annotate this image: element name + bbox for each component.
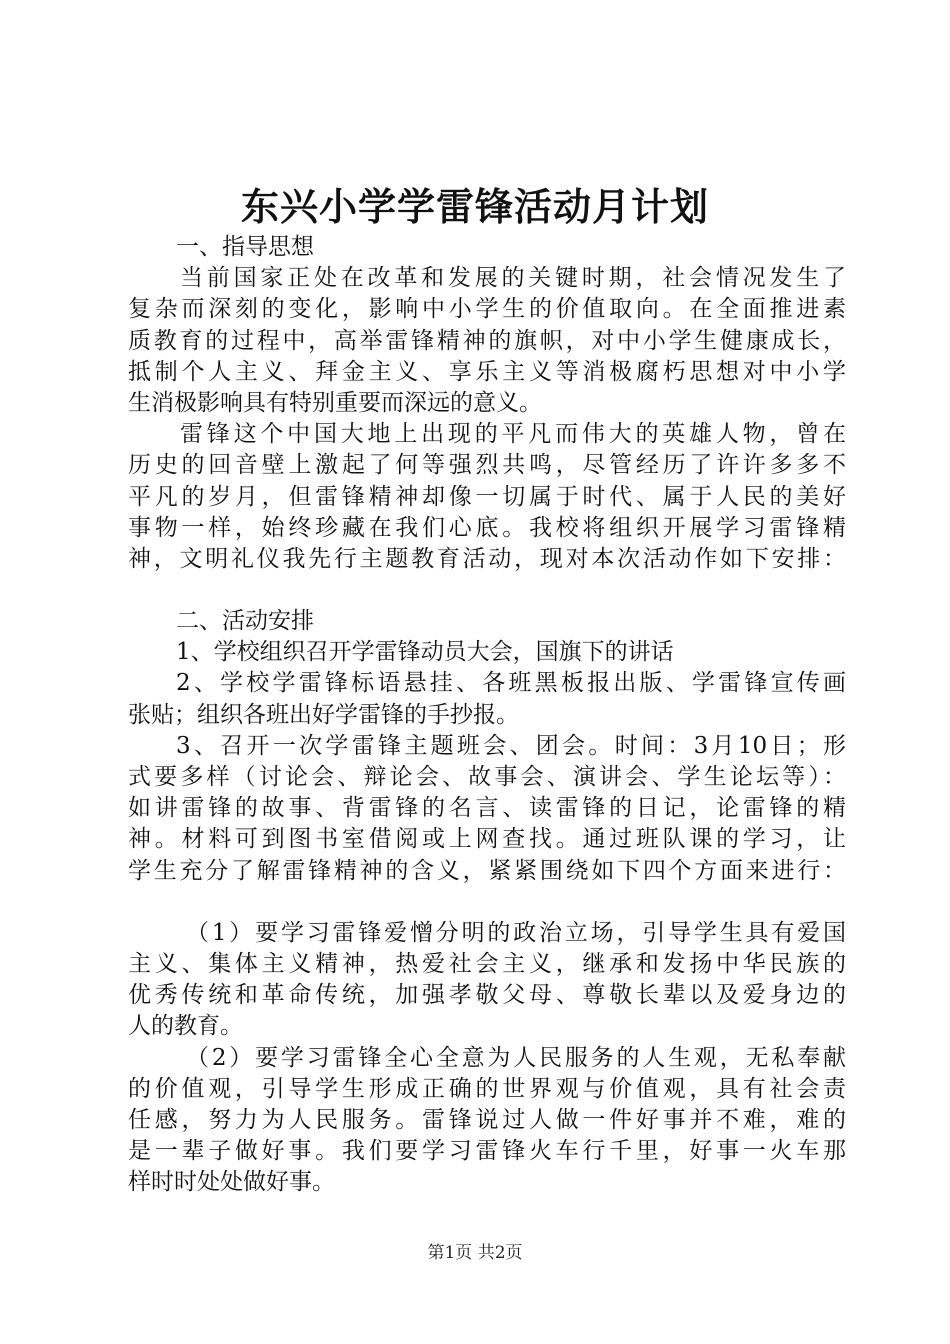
page-number-footer: 第1页 共2页 [427, 1243, 523, 1263]
list-item: 2、学校学雷锋标语悬挂、各班黑板报出版、学雷锋宣传画 [176, 670, 846, 697]
sub-item-continuation: 主义、集体主义精神，热爱社会主义，继承和发扬中华民族的 [128, 950, 846, 977]
list-item-continuation: 神。材料可到图书室借阅或上网查找。通过班队课的学习，让 [128, 826, 846, 853]
sub-item-continuation: 样时时处处做好事。 [128, 1169, 335, 1196]
paragraph-line: 质教育的过程中，高举雷锋精神的旗帜，对中小学生健康成长， [128, 327, 846, 354]
document-title: 东兴小学学雷锋活动月计划 [240, 184, 709, 229]
list-item: 1、学校组织召开学雷锋动员大会，国旗下的讲话 [176, 639, 674, 666]
paragraph-line: 雷锋这个中国大地上出现的平凡而伟大的英雄人物，曾在 [180, 421, 846, 448]
paragraph-line: 历史的回音壁上激起了何等强烈共鸣，尽管经历了许许多多不 [128, 452, 846, 479]
section-heading-guiding-ideology: 一、指导思想 [176, 234, 314, 260]
paragraph-line: 事物一样，始终珍藏在我们心底。我校将组织开展学习雷锋精 [128, 514, 846, 541]
list-item-continuation: 张贴；组织各班出好学雷锋的手抄报。 [128, 701, 519, 728]
list-item-continuation: 式要多样（讨论会、辩论会、故事会、演讲会、学生论坛等）： [128, 764, 846, 790]
sub-item-continuation: 人的教育。 [128, 1013, 243, 1040]
list-item-continuation: 如讲雷锋的故事、背雷锋的名言、读雷锋的日记，论雷锋的精 [128, 795, 846, 822]
paragraph-line: 复杂而深刻的变化，影响中小学生的价值取向。在全面推进素 [128, 296, 846, 323]
paragraph-line: 当前国家正处在改革和发展的关键时期，社会情况发生了 [180, 265, 846, 292]
sub-item: （1）要学习雷锋爱憎分明的政治立场，引导学生具有爱国 [186, 919, 846, 946]
list-item: 3、召开一次学雷锋主题班会、团会。时间：3月10日；形 [176, 732, 846, 759]
sub-item-continuation: 是一辈子做好事。我们要学习雷锋火车行千里，好事一火车那 [128, 1138, 846, 1165]
paragraph-line: 神，文明礼仪我先行主题教育活动，现对本次活动作如下安排： [128, 545, 846, 572]
sub-item-continuation: 的价值观，引导学生形成正确的世界观与价值观，具有社会责 [128, 1075, 846, 1102]
document-body [128, 232, 846, 1198]
sub-item: （2）要学习雷锋全心全意为人民服务的人生观，无私奉献 [186, 1044, 846, 1071]
paragraph-gap [128, 575, 846, 606]
paragraph-line: 生消极影响具有特别重要而深远的意义。 [128, 389, 542, 416]
sub-item-continuation: 优秀传统和革命传统，加强孝敬父母、尊敬长辈以及爱身边的 [128, 982, 846, 1009]
section-heading-activity-arrangement: 二、活动安排 [176, 608, 314, 635]
paragraph-gap [128, 887, 846, 918]
paragraph-line: 平凡的岁月，但雷锋精神却像一切属于时代、属于人民的美好 [128, 483, 846, 510]
paragraph-line: 抵制个人主义、拜金主义、享乐主义等消极腐朽思想对中小学 [128, 358, 846, 385]
list-item-continuation: 学生充分了解雷锋精神的含义，紧紧围绕如下四个方面来进行： [128, 857, 846, 884]
sub-item-continuation: 任感，努力为人民服务。雷锋说过人做一件好事并不难，难的 [128, 1106, 846, 1133]
